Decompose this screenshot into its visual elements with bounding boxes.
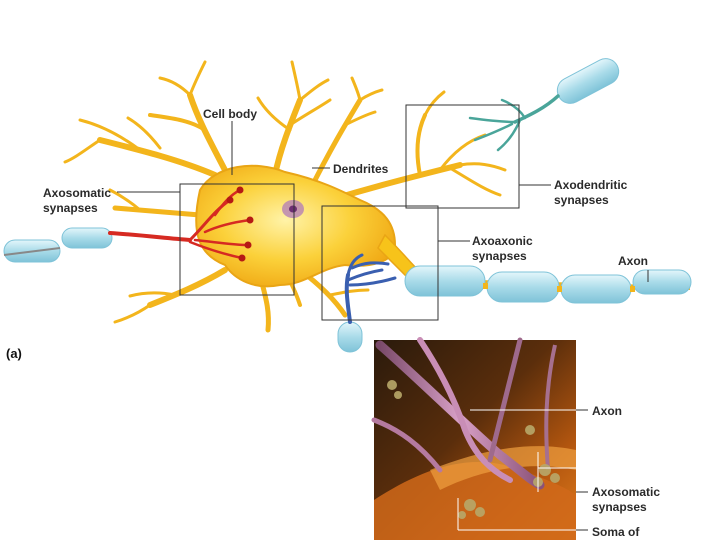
label-axodendritic-line1: Axodendritic (554, 178, 628, 192)
label-axoaxonic-line2: synapses (472, 249, 527, 263)
micrograph-label-axon: Axon (592, 404, 622, 418)
label-axon: Axon (618, 254, 648, 268)
label-cell-body: Cell body (203, 107, 258, 121)
myelin-left (4, 228, 112, 262)
teal-axon-terminals (470, 96, 558, 150)
micrograph (374, 340, 588, 540)
micrograph-label-soma: Soma of (592, 525, 640, 539)
micrograph-label-axosomatic-line1: Axosomatic (592, 485, 661, 499)
label-dendrites: Dendrites (333, 162, 389, 176)
myelin-top-right (553, 54, 623, 108)
panel-label-a: (a) (6, 346, 22, 361)
micrograph-label-axosomatic-line2: synapses (592, 500, 647, 514)
label-axodendritic-line2: synapses (554, 193, 609, 207)
label-axosomatic-line1: Axosomatic (43, 186, 112, 200)
label-axoaxonic-line1: Axoaxonic (472, 234, 533, 248)
myelin-bottom (338, 322, 362, 352)
label-axosomatic-line2: synapses (43, 201, 98, 215)
nucleolus (289, 206, 297, 213)
